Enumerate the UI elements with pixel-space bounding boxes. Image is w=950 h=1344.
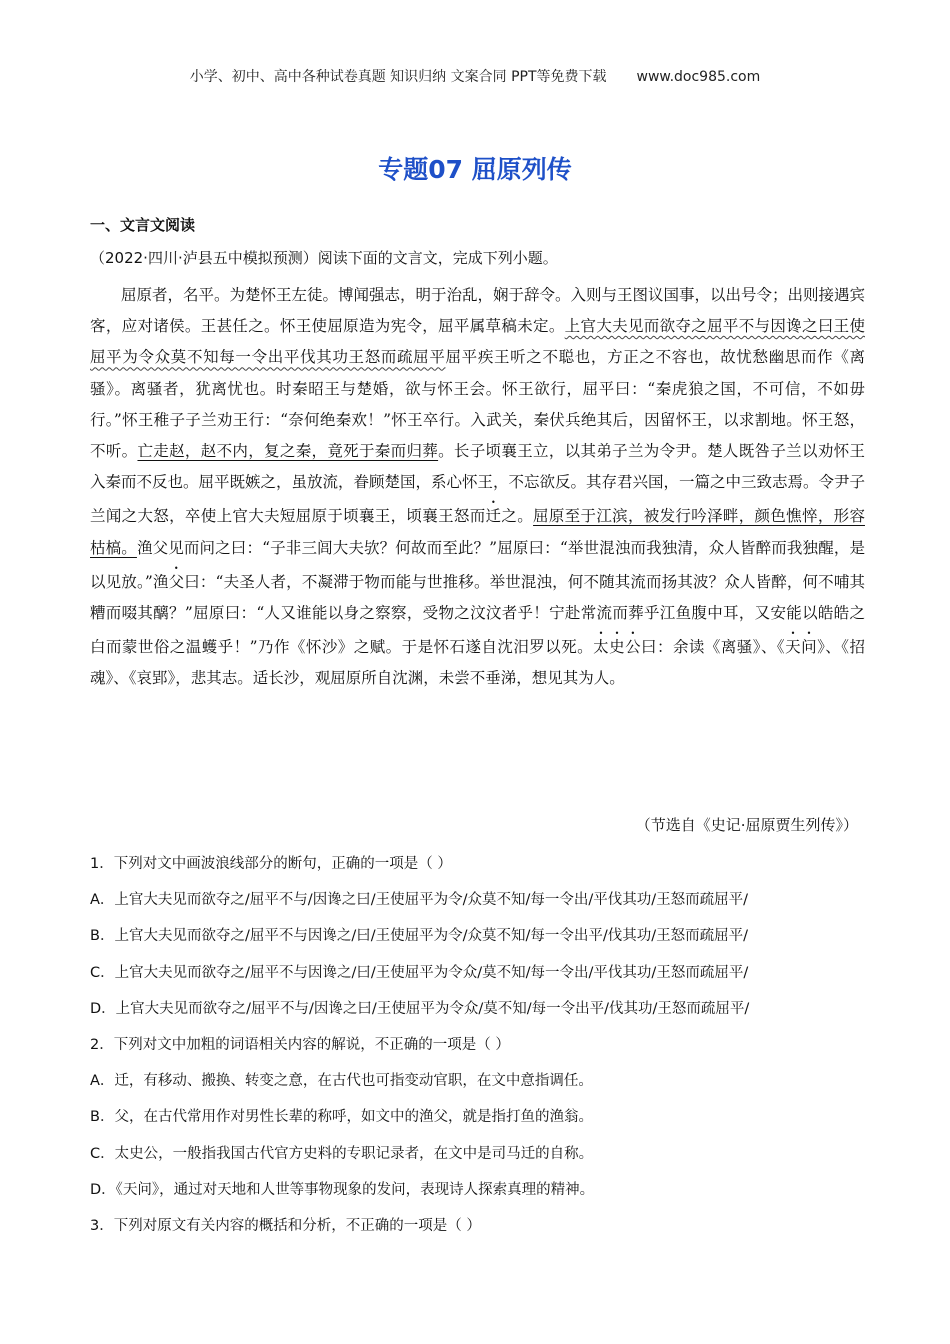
q1-option-a: A．上官大夫见而欲夺之/屈平不与/因谗之曰/王使屈平为令/众莫不知/每一令出/平伐其功/王怒而疏屈平/ bbox=[90, 892, 748, 909]
q2-option-a: A．迁，有移动、搬换、转变之意，在古代也可指变动官职，在文中意指调任。 bbox=[90, 1073, 593, 1090]
dotted-word-fu: 父 bbox=[168, 572, 185, 591]
passage-citation: （节选自《史记·屈原贾生列传》） bbox=[635, 816, 858, 834]
q2-option-c: C．太史公，一般指我国古代官方史料的专职记录者，在文中是司马迁的自称。 bbox=[90, 1145, 594, 1162]
underlined-sentence-2: 屈原至于江滨，被发行吟泽畔，颜色憔悴，形容枯槁。 bbox=[90, 507, 865, 557]
wavy-underlined-text: 上官大夫见而欲夺之屈平不与因谗之曰王使屈平为令众莫不知每一令出平伐其功王怒而疏屈平 bbox=[90, 317, 865, 367]
header-site-link[interactable]: www.doc985.com bbox=[636, 69, 761, 85]
dotted-word-qian: 迁 bbox=[485, 507, 502, 526]
passage-paragraph: 屈原者，名平。为楚怀王左徒。博闻强志，明于治乱，娴于辞令。入则与王图议国事，以出号令；出则接遇宾客，应对诸侯。王甚任之。怀王使屈原造为宪令，屈平属草稿未定。上官大夫见而欲夺之屈平不与因谗之曰王使屈平为令众莫不知每一令出平伐其功王怒而疏屈平屈平疾王听之不聪也，方正之不容也，故忧愁幽思而作《离骚》。离骚者，犹离忧也。时秦昭王与楚婚，欲与怀王会。怀王欲行，屈平曰：“秦虎狼之国，不可信，不如毋行。”怀王稚子子兰劝王行：“奈何绝秦欢！”怀王卒行。入武关，秦伏兵绝其后，因留怀王，以求割地。怀王怒，不听。亡走赵，赵不内，复之秦，竟死于秦而归葬。长子顷襄王立，以其弟子兰为令尹。楚人既咎子兰以劝怀王入秦而不反也。屈平既嫉之，虽放流，眷顾楚国，系心怀王，不忘欲反。其存君兴国，一篇之中三致志焉。令尹子兰闻之大怒，卒使上官大夫短屈原于顷襄王，顷襄王怒而迁之。屈原至于江滨，被发行吟泽畔，颜色憔悴，形容枯槁。渔父见而问之曰：“子非三闾大夫欤？何故而至此？”屈原曰：“举世混浊而我独清，众人皆醉而我独醒，是以见放。”渔父曰：“夫圣人者，不凝滞于物而能与世推移。举世混浊，何不随其流而扬其波？众人皆醉，何不哺其糟而啜其醨？”屈原曰：“人又谁能以身之察察，受物之汶汶者乎！宁赴常流而葬乎江鱼腹中耳，又安能以皓皓之白而蒙世俗之温蠖乎！”乃作《怀沙》之赋。于是怀石遂自沈汨罗以死。太史公曰：余读《离骚》、《天问》、《招魂》、《哀郢》，悲其志。适长沙，观屈原所自沈渊，未尝不垂涕，想见其为人。 bbox=[90, 286, 866, 688]
q2-option-d: D．《天问》，通过对天地和人世等事物现象的发问，表现诗人探索真理的精神。 bbox=[90, 1181, 595, 1198]
dotted-word-tianwen: 天问 bbox=[785, 638, 818, 657]
q1-option-b: B．上官大夫见而欲夺之/屈平不与因谗之/曰/王使屈平为令/众莫不知/每一令出平/伐其功/王怒而疏屈平/ bbox=[90, 928, 749, 945]
dotted-word-taishigong: 太史公 bbox=[593, 638, 642, 657]
question-1: 1．下列对文中画波浪线部分的断句，正确的一项是（ ） bbox=[90, 856, 452, 872]
passage-source: （2022·四川·泸县五中模拟预测）阅读下面的文言文，完成下列小题。 bbox=[90, 249, 558, 267]
question-list bbox=[90, 846, 880, 1244]
section-heading: 一、文言文阅读 bbox=[90, 216, 196, 234]
question-3: 3．下列对原文有关内容的概括和分析，不正确的一项是（ ） bbox=[90, 1217, 481, 1234]
question-2: 2．下列对文中加粗的词语相关内容的解说，不正确的一项是（ ） bbox=[90, 1036, 510, 1053]
q1-option-c: C．上官大夫见而欲夺之/屈平不与因谗之/曰/王使屈平为令众/莫不知/每一令出/平伐其功/王怒而疏屈平/ bbox=[90, 964, 749, 981]
page-title: 专题07 屈原列传 bbox=[378, 155, 572, 184]
q1-option-d: D．上官大夫见而欲夺之/屈平不与/因谗之曰/王使屈平为令众/莫不知/每一令出平/伐其功/王怒而疏屈平/ bbox=[90, 1000, 750, 1017]
classical-passage bbox=[90, 280, 865, 695]
page-header bbox=[0, 66, 950, 86]
header-text: 小学、初中、高中各种试卷真题 知识归纳 文案合同 PPT等免费下载 bbox=[189, 69, 607, 85]
underlined-sentence-1: 亡走赵，赵不内，复之秦，竟死于秦而归葬 bbox=[137, 442, 439, 461]
q2-option-b: B．父，在古代常用作对男性长辈的称呼，如文中的渔父，就是指打鱼的渔翁。 bbox=[90, 1109, 593, 1126]
